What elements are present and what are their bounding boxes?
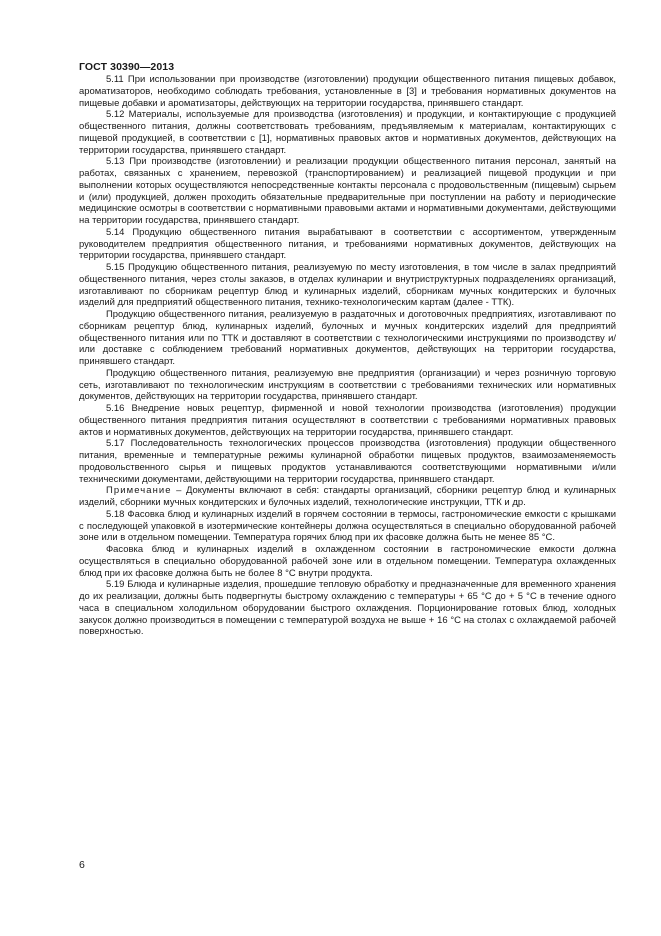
document-header: ГОСТ 30390—2013 xyxy=(79,61,175,73)
note-text: – Документы включают в себя: стандарты организаций, сборники рецептур блюд и кулинарных изделий, сборники мучных кондитерских и булочных изделий, технологические инструкции, ТТК и др. xyxy=(79,485,616,508)
paragraph-5-18: 5.18 Фасовка блюд и кулинарных изделий в горячем состоянии в термосы, гастрономические емкости с крышками с последующей упаковкой в изотермические контейнеры должна осуществляться в специально оборудованной рабочей зоне или в отдельном помещении. Температура горячих блюд при их фасовке должна быть не менее 85 °С. xyxy=(79,508,616,544)
paragraph-5-14: 5.14 Продукцию общественного питания вырабатывают в соответствии с ассортиментом, утвержденным руководителем предприятия общественного питания, и требованиями нормативных документов, действующих на территории государства, принявшего стандарт. xyxy=(79,226,616,262)
paragraph-5-11: 5.11 При использовании при производстве (изготовлении) продукции общественного питания пищевых добавок, ароматизаторов, необходимо соблюдать требования, установленные в [3] и требования нормативных документов на пищевые добавки и ароматизаторы, действующих на территории государства, принявшего стандарт. xyxy=(79,74,616,109)
document-body xyxy=(79,74,616,638)
paragraph-5-13: 5.13 При производстве (изготовлении) и реализации продукции общественного питания персонал, занятый на работах, связанных с хранением, перевозкой (транспортированием) и реализацией пищевой продукции и при выполнении которых осуществляются непосредственные контакты персонала с продовольственным (пищевым) сырьем и (или) продукцией, должен проходить обязательные предварительные при поступлении на работу и периодические медицинские осмотры в соответствии с нормативными правовыми актами и нормативными документами, действующими на территории государства, принявшего стандарт. xyxy=(79,156,616,226)
paragraph-5-15-cont-2: Продукцию общественного питания, реализуемую вне предприятия (организации) и через розничную торговую сеть, изготавливают по технологическим инструкциям в соответствии с требованиями технических или нормативных документов, действующих на территории государства, принявшего стандарт. xyxy=(79,367,616,403)
note-paragraph xyxy=(79,485,616,509)
paragraph-5-16: 5.16 Внедрение новых рецептур, фирменной и новой технологии производства (изготовления) продукции общественного питания предприятия питания осуществляют в соответствии с требованиями нормативных правовых актов и нормативных документов, действующих на территории государства, принявшего стандарт. xyxy=(79,403,616,438)
paragraph-5-15: 5.15 Продукцию общественного питания, реализуемую по месту изготовления, в том числе в залах предприятий общественного питания, через столы заказов, в отделах кулинарии и внутриструктурных подразделениях организаций, изготавливают по сборникам рецептур блюд и кулинарных изделий, сборникам мучных кондитерских и булочных изделий для предприятий общественного питания, технико-технологическим картам (далее - ТТК). xyxy=(79,262,616,309)
page-number: 6 xyxy=(79,859,85,871)
paragraph-5-18-cont: Фасовка блюд и кулинарных изделий в охлажденном состоянии в гастрономические емкости должна осуществляться в специально оборудованной рабочей зоне или в отдельном помещении. Температура охлажденных блюд при их фасовке должна быть не более 8 °С внутри продукта. xyxy=(79,544,616,579)
note-label: Примечание xyxy=(106,485,172,497)
paragraph-5-17: 5.17 Последовательность технологических процессов производства (изготовления) продукции общественного питания, временные и температурные режимы кулинарной обработки пищевых продуктов, взаимозаменяемость продовольственного сырья и пищевых продуктов устанавливаются соответствующими нормативными и/или техническими документами, действующими на территории государства, принявшего стандарт. xyxy=(79,438,616,485)
paragraph-5-15-cont-1: Продукцию общественного питания, реализуемую в раздаточных и доготовочных предприятиях, изготавливают по сборникам рецептур блюд, кулинарных изделий, булочных и мучных кондитерских изделий для предприятий общественного питания или по ТТК и доставляют в соответствии с технологическими инструкциями по производству и/или доставке с соблюдением требований нормативных документов, действующих на территории государства, принявшего стандарт. xyxy=(79,309,616,367)
paragraph-5-19: 5.19 Блюда и кулинарные изделия, прошедшие тепловую обработку и предназначенные для временного хранения до их реализации, должны быть подвергнуты быстрому охлаждению с температуры + 65 °С до + 5 °С в течение одного часа в специальном холодильном оборудовании быстрого охлаждения. Порционирование готовых блюд, холодных закусок должно производиться в помещении с температурой воздуха не выше + 16 °С на столах с охлаждаемой рабочей поверхностью. xyxy=(79,579,616,638)
paragraph-5-12: 5.12 Материалы, используемые для производства (изготовления) и продукции, и контактирующие с продукцией общественного питания, должны соответствовать требованиям, предъявляемым к материалам, контактирующих с пищевой продукцией, в соответствии с [1], нормативных правовых актов и нормативных документов, действующих на территории государства, принявшего стандарт. xyxy=(79,109,616,156)
